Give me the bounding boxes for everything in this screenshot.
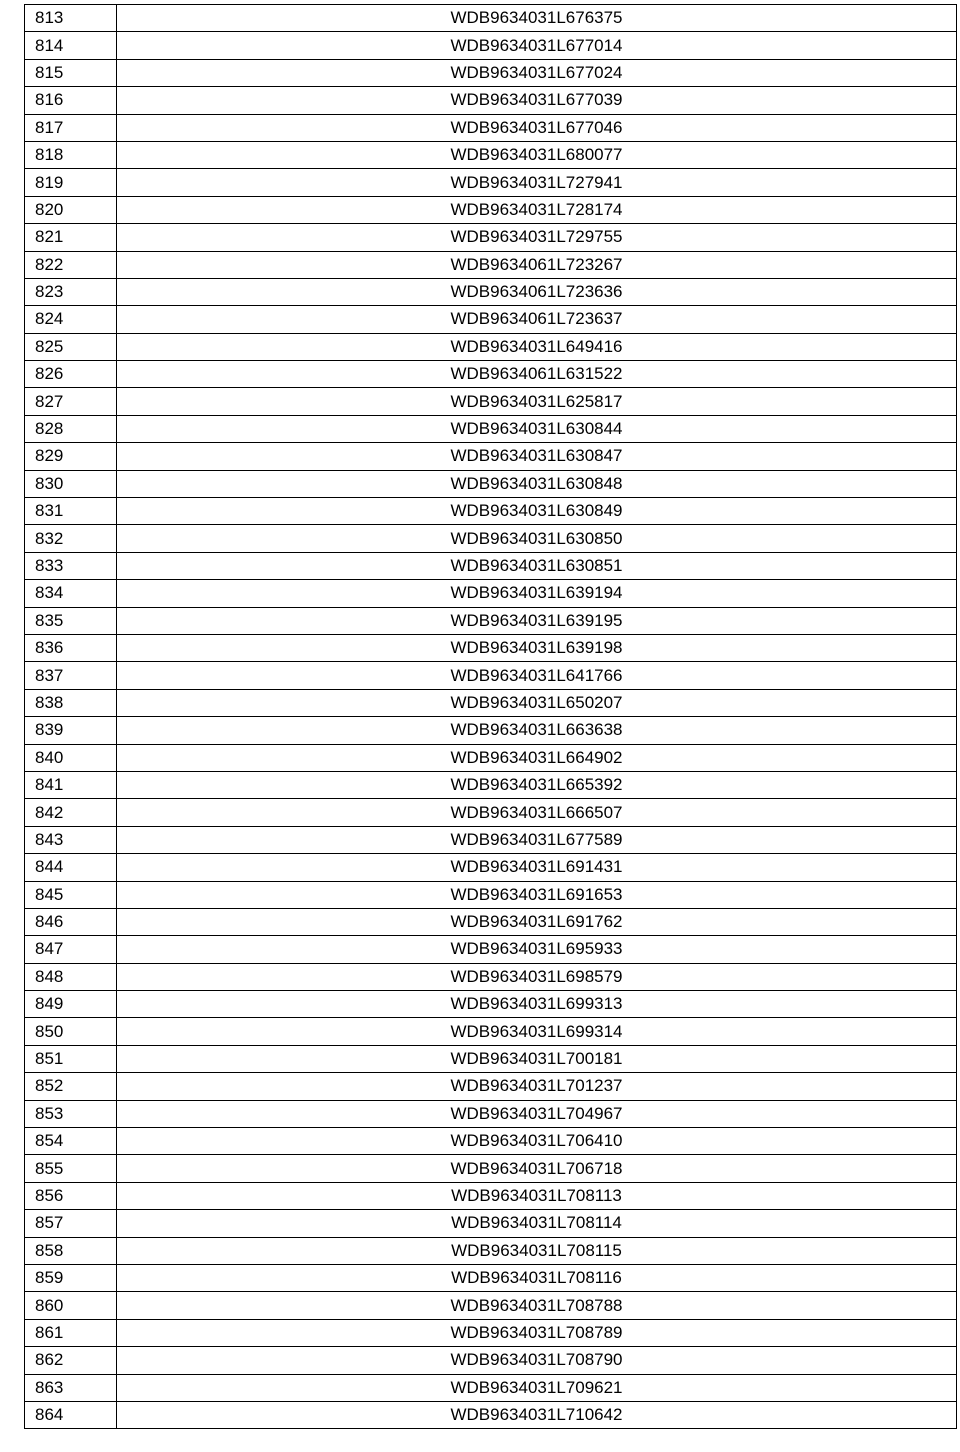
vin-table xyxy=(24,4,957,1429)
vin-cell: WDB9634031L706718 xyxy=(117,1155,957,1182)
row-number-cell: 826 xyxy=(25,361,117,388)
row-number-cell: 857 xyxy=(25,1210,117,1237)
vin-cell: WDB9634031L630849 xyxy=(117,498,957,525)
table-row xyxy=(25,415,957,442)
table-row xyxy=(25,854,957,881)
table-row xyxy=(25,59,957,86)
table-row xyxy=(25,552,957,579)
vin-cell: WDB9634031L691762 xyxy=(117,908,957,935)
vin-cell: WDB9634031L709621 xyxy=(117,1374,957,1401)
table-row xyxy=(25,717,957,744)
row-number-cell: 845 xyxy=(25,881,117,908)
vin-cell: WDB9634031L641766 xyxy=(117,662,957,689)
table-row xyxy=(25,1210,957,1237)
row-number-cell: 841 xyxy=(25,771,117,798)
row-number-cell: 847 xyxy=(25,936,117,963)
vin-cell: WDB9634031L676375 xyxy=(117,5,957,32)
row-number-cell: 859 xyxy=(25,1264,117,1291)
vin-cell: WDB9634031L698579 xyxy=(117,963,957,990)
row-number-cell: 853 xyxy=(25,1100,117,1127)
table-row xyxy=(25,1100,957,1127)
table-row xyxy=(25,1319,957,1346)
row-number-cell: 827 xyxy=(25,388,117,415)
row-number-cell: 817 xyxy=(25,114,117,141)
vin-cell: WDB9634031L639194 xyxy=(117,580,957,607)
table-row xyxy=(25,470,957,497)
row-number-cell: 861 xyxy=(25,1319,117,1346)
table-row xyxy=(25,1347,957,1374)
vin-cell: WDB9634061L723267 xyxy=(117,251,957,278)
vin-cell: WDB9634031L701237 xyxy=(117,1073,957,1100)
table-row xyxy=(25,169,957,196)
vin-cell: WDB9634031L663638 xyxy=(117,717,957,744)
row-number-cell: 858 xyxy=(25,1237,117,1264)
vin-cell: WDB9634031L630844 xyxy=(117,415,957,442)
table-row xyxy=(25,936,957,963)
table-row xyxy=(25,1128,957,1155)
row-number-cell: 821 xyxy=(25,224,117,251)
vin-cell: WDB9634031L650207 xyxy=(117,689,957,716)
row-number-cell: 833 xyxy=(25,552,117,579)
table-row xyxy=(25,607,957,634)
vin-cell: WDB9634061L631522 xyxy=(117,361,957,388)
row-number-cell: 813 xyxy=(25,5,117,32)
row-number-cell: 860 xyxy=(25,1292,117,1319)
row-number-cell: 852 xyxy=(25,1073,117,1100)
row-number-cell: 843 xyxy=(25,826,117,853)
table-row xyxy=(25,1237,957,1264)
vin-cell: WDB9634031L666507 xyxy=(117,799,957,826)
row-number-cell: 831 xyxy=(25,498,117,525)
vin-cell: WDB9634031L708113 xyxy=(117,1182,957,1209)
row-number-cell: 836 xyxy=(25,634,117,661)
row-number-cell: 830 xyxy=(25,470,117,497)
table-row xyxy=(25,333,957,360)
vin-cell: WDB9634031L708115 xyxy=(117,1237,957,1264)
table-row xyxy=(25,1155,957,1182)
table-row xyxy=(25,278,957,305)
vin-cell: WDB9634031L704967 xyxy=(117,1100,957,1127)
table-row xyxy=(25,799,957,826)
vin-cell: WDB9634031L677039 xyxy=(117,87,957,114)
table-row xyxy=(25,826,957,853)
vin-cell: WDB9634031L664902 xyxy=(117,744,957,771)
vin-cell: WDB9634031L708789 xyxy=(117,1319,957,1346)
vin-cell: WDB9634031L729755 xyxy=(117,224,957,251)
row-number-cell: 856 xyxy=(25,1182,117,1209)
table-row xyxy=(25,1401,957,1428)
table-row xyxy=(25,1374,957,1401)
row-number-cell: 851 xyxy=(25,1045,117,1072)
vin-cell: WDB9634031L625817 xyxy=(117,388,957,415)
table-row xyxy=(25,1045,957,1072)
row-number-cell: 840 xyxy=(25,744,117,771)
row-number-cell: 835 xyxy=(25,607,117,634)
row-number-cell: 849 xyxy=(25,991,117,1018)
vin-cell: WDB9634031L691653 xyxy=(117,881,957,908)
vin-cell: WDB9634031L639195 xyxy=(117,607,957,634)
table-row xyxy=(25,1264,957,1291)
row-number-cell: 818 xyxy=(25,141,117,168)
row-number-cell: 814 xyxy=(25,32,117,59)
table-row xyxy=(25,87,957,114)
table-row xyxy=(25,306,957,333)
table-row xyxy=(25,908,957,935)
row-number-cell: 846 xyxy=(25,908,117,935)
row-number-cell: 824 xyxy=(25,306,117,333)
row-number-cell: 842 xyxy=(25,799,117,826)
table-row xyxy=(25,32,957,59)
row-number-cell: 823 xyxy=(25,278,117,305)
vin-cell: WDB9634031L677589 xyxy=(117,826,957,853)
vin-cell: WDB9634031L630850 xyxy=(117,525,957,552)
table-row xyxy=(25,634,957,661)
row-number-cell: 816 xyxy=(25,87,117,114)
vin-cell: WDB9634031L665392 xyxy=(117,771,957,798)
row-number-cell: 828 xyxy=(25,415,117,442)
row-number-cell: 863 xyxy=(25,1374,117,1401)
row-number-cell: 834 xyxy=(25,580,117,607)
row-number-cell: 854 xyxy=(25,1128,117,1155)
row-number-cell: 822 xyxy=(25,251,117,278)
vin-cell: WDB9634031L708790 xyxy=(117,1347,957,1374)
row-number-cell: 825 xyxy=(25,333,117,360)
row-number-cell: 839 xyxy=(25,717,117,744)
vin-cell: WDB9634031L649416 xyxy=(117,333,957,360)
vin-cell: WDB9634031L710642 xyxy=(117,1401,957,1428)
table-row xyxy=(25,114,957,141)
vin-cell: WDB9634031L677046 xyxy=(117,114,957,141)
table-row xyxy=(25,771,957,798)
table-row xyxy=(25,498,957,525)
table-row xyxy=(25,361,957,388)
vin-cell: WDB9634031L708116 xyxy=(117,1264,957,1291)
table-row xyxy=(25,443,957,470)
row-number-cell: 850 xyxy=(25,1018,117,1045)
table-row xyxy=(25,196,957,223)
table-row xyxy=(25,525,957,552)
vin-cell: WDB9634031L727941 xyxy=(117,169,957,196)
table-row xyxy=(25,141,957,168)
vin-cell: WDB9634031L677024 xyxy=(117,59,957,86)
table-row xyxy=(25,580,957,607)
table-row xyxy=(25,881,957,908)
table-row xyxy=(25,963,957,990)
table-row xyxy=(25,224,957,251)
table-row xyxy=(25,1073,957,1100)
table-row xyxy=(25,744,957,771)
vin-cell: WDB9634031L691431 xyxy=(117,854,957,881)
row-number-cell: 832 xyxy=(25,525,117,552)
vin-cell: WDB9634031L700181 xyxy=(117,1045,957,1072)
vin-cell: WDB9634061L723636 xyxy=(117,278,957,305)
row-number-cell: 837 xyxy=(25,662,117,689)
vin-cell: WDB9634031L708114 xyxy=(117,1210,957,1237)
table-row xyxy=(25,662,957,689)
table-row xyxy=(25,251,957,278)
table-row xyxy=(25,689,957,716)
row-number-cell: 855 xyxy=(25,1155,117,1182)
vin-cell: WDB9634031L680077 xyxy=(117,141,957,168)
vin-cell: WDB9634031L630848 xyxy=(117,470,957,497)
row-number-cell: 862 xyxy=(25,1347,117,1374)
row-number-cell: 820 xyxy=(25,196,117,223)
row-number-cell: 819 xyxy=(25,169,117,196)
vin-cell: WDB9634031L728174 xyxy=(117,196,957,223)
table-row xyxy=(25,1182,957,1209)
vin-table-body xyxy=(25,5,957,1429)
row-number-cell: 848 xyxy=(25,963,117,990)
vin-cell: WDB9634031L699314 xyxy=(117,1018,957,1045)
row-number-cell: 829 xyxy=(25,443,117,470)
vin-cell: WDB9634031L630851 xyxy=(117,552,957,579)
vin-cell: WDB9634031L630847 xyxy=(117,443,957,470)
table-row xyxy=(25,1018,957,1045)
vin-cell: WDB9634031L706410 xyxy=(117,1128,957,1155)
vin-cell: WDB9634031L677014 xyxy=(117,32,957,59)
table-row xyxy=(25,1292,957,1319)
row-number-cell: 815 xyxy=(25,59,117,86)
vin-cell: WDB9634031L708788 xyxy=(117,1292,957,1319)
vin-cell: WDB9634031L639198 xyxy=(117,634,957,661)
row-number-cell: 864 xyxy=(25,1401,117,1428)
row-number-cell: 844 xyxy=(25,854,117,881)
vin-cell: WDB9634031L695933 xyxy=(117,936,957,963)
table-row xyxy=(25,5,957,32)
vin-cell: WDB9634031L699313 xyxy=(117,991,957,1018)
table-row xyxy=(25,388,957,415)
vin-cell: WDB9634061L723637 xyxy=(117,306,957,333)
table-row xyxy=(25,991,957,1018)
row-number-cell: 838 xyxy=(25,689,117,716)
